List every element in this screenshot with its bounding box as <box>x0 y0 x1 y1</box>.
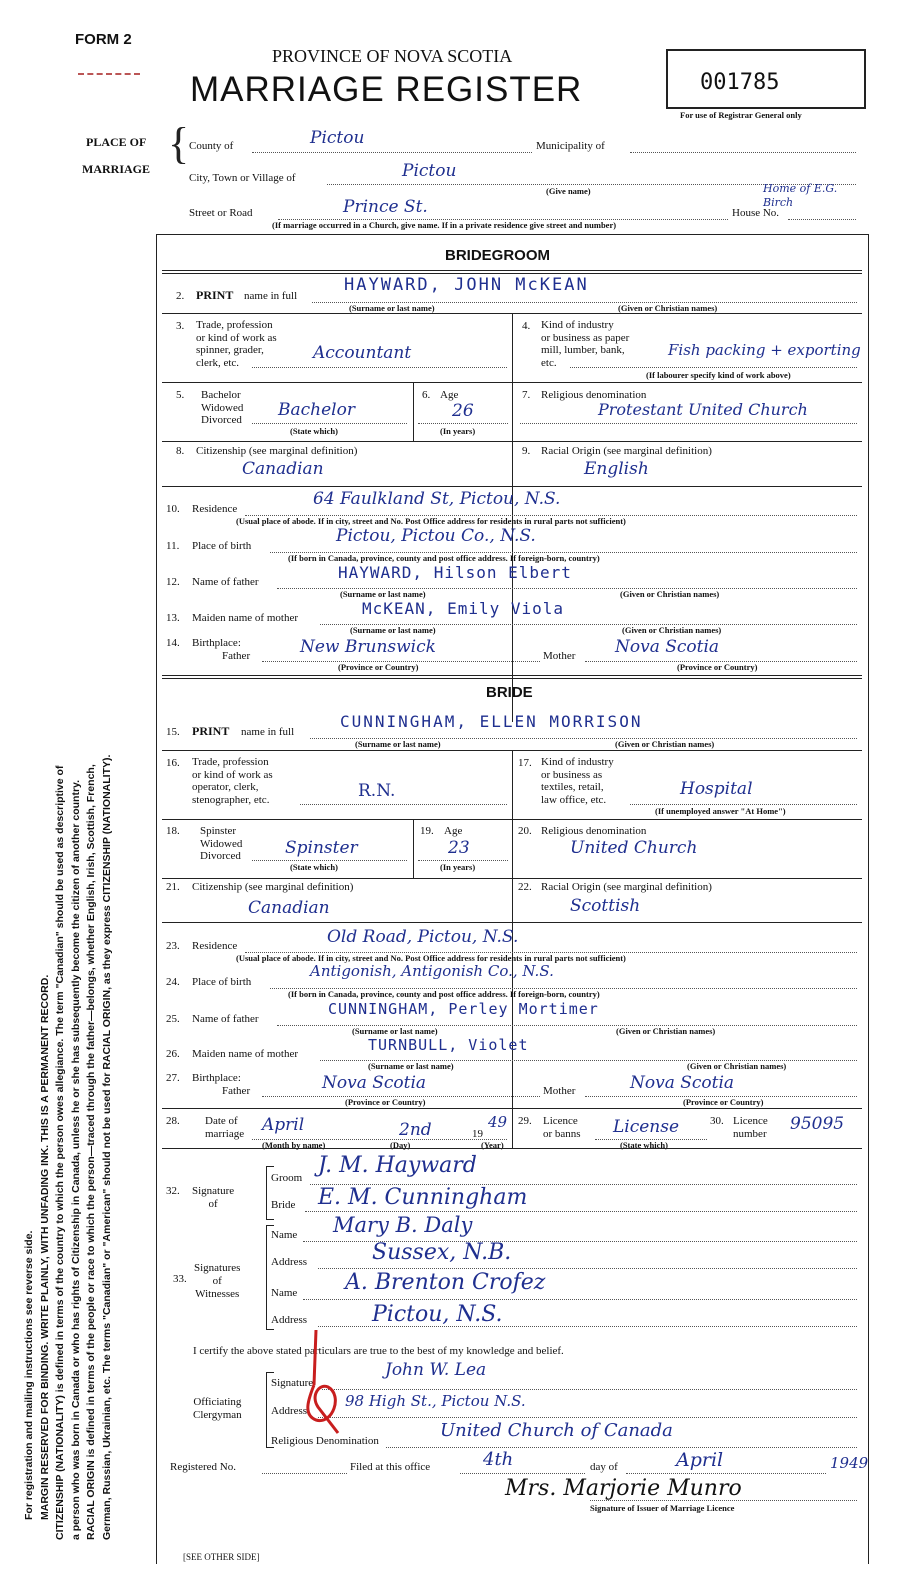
groom-trade-label-3: spinner, grader, <box>196 344 264 356</box>
bride-industry-value: Hospital <box>680 779 753 799</box>
registrar-note: For use of Registrar General only <box>680 110 802 120</box>
groom-signature-label: Groom <box>271 1172 303 1184</box>
licence-number-label-2: number <box>733 1128 767 1140</box>
bride-section-heading: BRIDE <box>486 684 533 701</box>
bride-mother-value: TURNBULL, Violet <box>368 1036 529 1054</box>
signature-label-1: Signature <box>192 1185 235 1197</box>
groom-row-13-number: 13. <box>166 612 180 624</box>
groom-citizenship-label: Citizenship (see marginal definition) <box>196 445 358 457</box>
groom-mother-value: McKEAN, Emily Viola <box>362 599 565 618</box>
groom-industry-label-3: mill, lumber, bank, <box>541 344 625 356</box>
witness-1-name-label: Name <box>271 1229 298 1241</box>
bride-age-label: Age <box>444 825 463 837</box>
witness-2-name: A. Brenton Crofez <box>345 1270 546 1295</box>
clergy-label-1: Officiating <box>193 1396 242 1408</box>
issuer-signature: Mrs. Marjorie Munro <box>505 1476 742 1501</box>
place-label-1: PLACE OF <box>86 135 147 149</box>
licence-number-value: 95095 <box>790 1114 845 1134</box>
margin-line-5: RACIAL ORIGIN is defined in terms of the people or race to which the person—traced through the father—belongs, whether English, Irish, Scottish, French, <box>85 764 97 1540</box>
groom-father-surname-caption: (Surname or last name) <box>340 589 426 599</box>
street-value: Prince St. <box>343 197 428 217</box>
marriage-month-value: April <box>262 1115 305 1135</box>
bride-bp-father-caption: (Province or Country) <box>345 1097 426 1107</box>
row-33-number: 33. <box>173 1273 187 1285</box>
bride-row-18-number: 18. <box>166 825 180 837</box>
bride-residence-caption: (Usual place of abode. If in city, street and No. Post Office address for residents in rural parts not sufficient) <box>236 953 626 963</box>
groom-birthplace-label: Place of birth <box>192 540 252 552</box>
marriage-day-value: 2nd <box>399 1120 432 1140</box>
date-label-1: Date of <box>205 1115 238 1127</box>
bride-father-value: CUNNINGHAM, Perley Mortimer <box>328 1000 599 1018</box>
clergy-signature: John W. Lea <box>385 1360 487 1380</box>
licence-number-label-1: Licence <box>733 1115 768 1127</box>
bride-row-16-number: 16. <box>166 757 180 769</box>
bride-print-label: PRINT <box>192 724 230 738</box>
place-label-2: MARRIAGE <box>82 162 150 176</box>
margin-line-6: German, Russian, Ukrainian, etc. The terms "Canadian" or "American" should not be used for RACIAL ORIGIN, as they express CITIZENSHIP (NATIONALITY). <box>100 754 113 1540</box>
bride-status-divorced: Divorced <box>200 850 241 862</box>
day-of-label: day of <box>590 1461 618 1473</box>
groom-bp-father-caption: (Province or Country) <box>338 662 419 672</box>
street-label: Street or Road <box>189 207 253 219</box>
certify-statement: I certify the above stated particulars are true to the best of my knowledge and belief. <box>193 1345 564 1357</box>
groom-mother-label: Maiden name of mother <box>192 612 298 624</box>
municipality-label: Municipality of <box>536 140 605 152</box>
groom-name-value: HAYWARD, JOHN McKEAN <box>344 275 589 295</box>
groom-birthplace-value: Pictou, Pictou Co., N.S. <box>336 526 536 546</box>
groom-trade-label-1: Trade, profession <box>196 319 273 331</box>
groom-father-label: Name of father <box>192 576 259 588</box>
groom-residence-label: Residence <box>192 503 238 515</box>
bride-industry-label-3: textiles, retail, <box>541 781 604 793</box>
groom-father-given-caption: (Given or Christian names) <box>620 589 720 599</box>
bride-row-24-number: 24. <box>166 976 180 988</box>
witness-1-name: Mary B. Daly <box>333 1213 473 1237</box>
groom-industry-caption: (If labourer specify kind of work above) <box>646 370 791 380</box>
bride-mother-surname-caption: (Surname or last name) <box>368 1061 454 1071</box>
witnesses-label-2: of <box>212 1275 222 1287</box>
groom-trade-label-2: or kind of work as <box>196 331 277 344</box>
date-label <box>205 1115 244 1141</box>
bride-bp-father-value: Nova Scotia <box>322 1073 427 1093</box>
bride-row-23-number: 23. <box>166 940 180 952</box>
place-note: (If marriage occurred in a Church, give name. If in a private residence give street and number) <box>272 220 617 230</box>
bride-racial-value: Scottish <box>570 896 641 916</box>
groom-industry-value: Fish packing + exporting <box>668 341 861 359</box>
bride-industry-caption: (If unemployed answer "At Home") <box>655 806 786 816</box>
groom-industry-label-4: etc. <box>541 356 557 369</box>
bride-industry-label-4: law office, etc. <box>541 793 607 806</box>
groom-residence-caption: (Usual place of abode. If in city, street and No. Post Office address for residents in rural parts not sufficient) <box>236 516 626 526</box>
bride-row-20-number: 20. <box>518 825 532 837</box>
bride-years-caption: (In years) <box>440 862 476 872</box>
groom-row-3-number: 3. <box>176 320 185 332</box>
state-which-caption: (State which) <box>620 1140 668 1150</box>
margin-text <box>22 755 115 1540</box>
groom-section-heading: BRIDEGROOM <box>445 247 550 264</box>
groom-bp-mother-caption: (Province or Country) <box>677 662 758 672</box>
licence-number-label <box>733 1115 768 1141</box>
bride-trade-label-4: stenographer, etc. <box>192 793 270 806</box>
give-name-caption: (Give name) <box>546 186 591 196</box>
margin-line-3: CITIZENSHIP (NATIONALITY) is defined in terms of the country to which the person owes allegiance. The term "Canadian" should be used as descriptive of <box>54 765 66 1540</box>
groom-bp-father-value: New Brunswick <box>300 637 436 657</box>
bride-residence-value: Old Road, Pictou, N.S. <box>327 927 519 947</box>
bride-father-given-caption: (Given or Christian names) <box>616 1026 716 1036</box>
bride-row-27-number: 27. <box>166 1072 180 1084</box>
groom-row-2-number: 2. <box>176 290 185 302</box>
red-check-mark <box>298 1325 358 1435</box>
bride-bp-mother-caption: (Province or Country) <box>683 1097 764 1107</box>
red-mark <box>78 73 140 75</box>
witnesses-label <box>194 1262 240 1301</box>
groom-status-label <box>201 389 243 427</box>
licence-type-value: License <box>613 1117 680 1137</box>
groom-status-bachelor: Bachelor <box>201 389 241 401</box>
day-caption: (Day) <box>390 1140 411 1150</box>
bride-residence-label: Residence <box>192 940 238 952</box>
bride-birthplace-label: Place of birth <box>192 976 252 988</box>
groom-racial-value: English <box>584 459 649 479</box>
bride-name-value: CUNNINGHAM, ELLEN MORRISON <box>340 712 643 731</box>
bride-row-17-number: 17. <box>518 757 532 769</box>
marriage-year-prefix: 19 <box>472 1128 483 1140</box>
groom-row-11-number: 11. <box>166 540 180 552</box>
marriage-year-value: 49 <box>488 1113 508 1131</box>
groom-row-12-number: 12. <box>166 576 180 588</box>
bride-bp-father-label: Father <box>222 1085 251 1097</box>
bride-birthplace-caption: (If born in Canada, province, county and post office address. If foreign-born, country) <box>288 989 600 999</box>
county-label: County of <box>189 140 234 152</box>
bride-signature: E. M. Cunningham <box>318 1185 528 1210</box>
groom-trade-label-4: clerk, etc. <box>196 356 240 369</box>
bride-state-which: (State which) <box>290 862 338 872</box>
groom-industry-label <box>541 319 629 369</box>
groom-trade-value: Accountant <box>313 343 412 363</box>
bride-status-value: Spinster <box>285 838 358 858</box>
groom-birthplace-parents-label: Birthplace: <box>192 637 241 649</box>
groom-row-6-number: 6. <box>422 389 431 401</box>
groom-residence-value: 64 Faulkland St, Pictou, N.S. <box>313 489 561 509</box>
margin-line-2: MARGIN RESERVED FOR BINDING. WRITE PLAINLY, WITH UNFADING INK. THIS IS A PERMANENT RECORD. <box>38 974 51 1520</box>
bride-trade-label-2: or kind of work as <box>192 768 273 781</box>
date-label-2: marriage <box>205 1128 245 1140</box>
margin-line-1: For registration and mailing instructions see reverse side. <box>23 1230 35 1520</box>
groom-row-9-number: 9. <box>522 445 531 457</box>
county-value: Pictou <box>310 128 365 148</box>
bride-religion-value: United Church <box>570 838 698 858</box>
signature-label-2: of <box>208 1198 218 1210</box>
bride-bp-mother-value: Nova Scotia <box>630 1073 735 1093</box>
place-brace: { <box>168 119 190 168</box>
see-other-side: [SEE OTHER SIDE] <box>183 1552 260 1562</box>
groom-row-14-number: 14. <box>166 637 180 649</box>
groom-status-divorced: Divorced <box>201 414 242 426</box>
groom-industry-label-1: Kind of industry <box>541 319 614 331</box>
bride-status-label <box>200 825 242 863</box>
witnesses-label-1: Signatures <box>194 1262 241 1274</box>
filed-label: Filed at this office <box>350 1461 431 1473</box>
witness-2-name-label: Name <box>271 1287 298 1299</box>
row-28-number: 28. <box>166 1115 180 1127</box>
bride-father-label: Name of father <box>192 1013 259 1025</box>
bride-religion-label: Religious denomination <box>541 825 647 837</box>
bride-age-value: 23 <box>448 838 470 858</box>
licence-type-label <box>543 1115 581 1141</box>
groom-religion-value: Protestant United Church <box>598 400 808 419</box>
groom-status-widowed: Widowed <box>201 401 244 414</box>
groom-status-value: Bachelor <box>278 400 355 420</box>
bride-citizenship-label: Citizenship (see marginal definition) <box>192 881 354 893</box>
clergy-label <box>193 1396 242 1422</box>
bride-father-surname-caption: (Surname or last name) <box>352 1026 438 1036</box>
bride-status-widowed: Widowed <box>200 837 243 850</box>
bride-mother-label: Maiden name of mother <box>192 1048 298 1060</box>
groom-given-caption: (Given or Christian names) <box>618 303 718 313</box>
bride-bp-mother-label: Mother <box>543 1085 576 1097</box>
year-caption: (Year) <box>481 1140 504 1150</box>
province-heading: PROVINCE OF NOVA SCOTIA <box>272 46 513 66</box>
bride-row-21-number: 21. <box>166 881 180 893</box>
bride-trade-label-1: Trade, profession <box>192 756 269 768</box>
groom-citizenship-value: Canadian <box>242 459 324 479</box>
row-29-number: 29. <box>518 1115 532 1127</box>
groom-signature: J. M. Hayward <box>318 1153 477 1178</box>
bride-row-25-number: 25. <box>166 1013 180 1025</box>
clergy-signature-label: Signature <box>271 1377 314 1389</box>
issuer-caption: Signature of Issuer of Marriage Licence <box>590 1503 735 1513</box>
groom-row-5-number: 5. <box>176 389 185 401</box>
groom-bp-mother-label: Mother <box>543 650 576 662</box>
groom-bp-father-label: Father <box>222 650 251 662</box>
bride-mother-given-caption: (Given or Christian names) <box>687 1061 787 1071</box>
groom-birthplace-caption: (If born in Canada, province, county and post office address. If foreign-born, country) <box>288 553 600 563</box>
licence-type-label-2: or banns <box>543 1128 581 1140</box>
groom-bp-mother-value: Nova Scotia <box>615 637 720 657</box>
filed-month-value: April <box>676 1449 724 1471</box>
page-title: MARRIAGE REGISTER <box>190 70 583 109</box>
groom-years-caption: (In years) <box>440 426 476 436</box>
clergy-label-2: Clergyman <box>193 1409 242 1421</box>
groom-age-value: 26 <box>452 401 474 421</box>
groom-row-8-number: 8. <box>176 445 185 457</box>
denomination-label: Religious Denomination <box>271 1435 379 1447</box>
groom-surname-caption: (Surname or last name) <box>349 303 435 313</box>
month-caption: (Month by name) <box>262 1140 326 1150</box>
bride-trade-value: R.N. <box>358 781 396 801</box>
groom-religion-label: Religious denomination <box>541 389 647 401</box>
bride-signature-label: Bride <box>271 1199 296 1211</box>
bride-row-26-number: 26. <box>166 1048 180 1060</box>
bride-surname-caption: (Surname or last name) <box>355 739 441 749</box>
bride-trade-label <box>192 756 273 806</box>
groom-industry-label-2: or business as paper <box>541 331 630 344</box>
bride-birthplace-parents-label: Birthplace: <box>192 1072 241 1084</box>
bride-industry-label-1: Kind of industry <box>541 756 614 768</box>
signature-label <box>192 1185 234 1211</box>
house-value: Home of E.G. Birch <box>763 182 838 209</box>
city-label: City, Town or Village of <box>189 172 296 184</box>
bride-industry-label-2: or business as <box>541 768 603 781</box>
registered-number-label: Registered No. <box>170 1461 236 1473</box>
witness-1-address: Sussex, N.B. <box>372 1240 512 1265</box>
groom-age-label: Age <box>440 389 459 401</box>
bride-name-label: name in full <box>241 726 295 738</box>
groom-row-10-number: 10. <box>166 503 180 515</box>
filed-year-value: 1949 <box>830 1454 869 1472</box>
city-value: Pictou <box>402 161 457 181</box>
bride-birthplace-value: Antigonish, Antigonish Co., N.S. <box>310 962 554 980</box>
bride-trade-label-3: operator, clerk, <box>192 781 259 793</box>
bride-status-spinster: Spinster <box>200 825 237 837</box>
clergy-address: 98 High St., Pictou N.S. <box>345 1392 526 1410</box>
groom-state-which: (State which) <box>290 426 338 436</box>
witness-1-address-label: Address <box>271 1256 308 1268</box>
bride-given-caption: (Given or Christian names) <box>615 739 715 749</box>
groom-row-4-number: 4. <box>522 320 531 332</box>
groom-print-label: PRINT <box>196 288 234 302</box>
bride-row-22-number: 22. <box>518 881 532 893</box>
filed-day-value: 4th <box>483 1449 514 1470</box>
bride-citizenship-value: Canadian <box>248 898 330 918</box>
bride-row-15-number: 15. <box>166 726 180 738</box>
house-label: House No. <box>732 207 780 219</box>
row-30-number: 30. <box>710 1115 724 1127</box>
bride-industry-label <box>541 756 614 806</box>
register-number: 001785 <box>700 70 780 95</box>
witness-2-address: Pictou, N.S. <box>372 1302 503 1327</box>
margin-line-4: a person who was born in Canada or who has rights of Citizenship in Canada, unless he or she has subsequently become the citizen of another country. <box>69 779 82 1540</box>
groom-racial-label: Racial Origin (see marginal definition) <box>541 445 712 457</box>
groom-trade-label <box>196 319 277 369</box>
clergy-address-label: Address <box>271 1405 308 1417</box>
groom-father-value: HAYWARD, Hilson Elbert <box>338 563 572 582</box>
licence-type-label-1: Licence <box>543 1115 578 1127</box>
witness-2-address-label: Address <box>271 1314 308 1326</box>
groom-mother-given-caption: (Given or Christian names) <box>622 625 722 635</box>
bride-racial-label: Racial Origin (see marginal definition) <box>541 881 712 893</box>
groom-row-7-number: 7. <box>522 389 531 401</box>
witnesses-label-3: Witnesses <box>195 1288 240 1300</box>
row-32-number: 32. <box>166 1185 180 1197</box>
groom-name-label: name in full <box>244 290 298 302</box>
denomination-value: United Church of Canada <box>440 1420 673 1441</box>
bride-row-19-number: 19. <box>420 825 434 837</box>
form-number: FORM 2 <box>75 31 132 48</box>
groom-mother-surname-caption: (Surname or last name) <box>350 625 436 635</box>
